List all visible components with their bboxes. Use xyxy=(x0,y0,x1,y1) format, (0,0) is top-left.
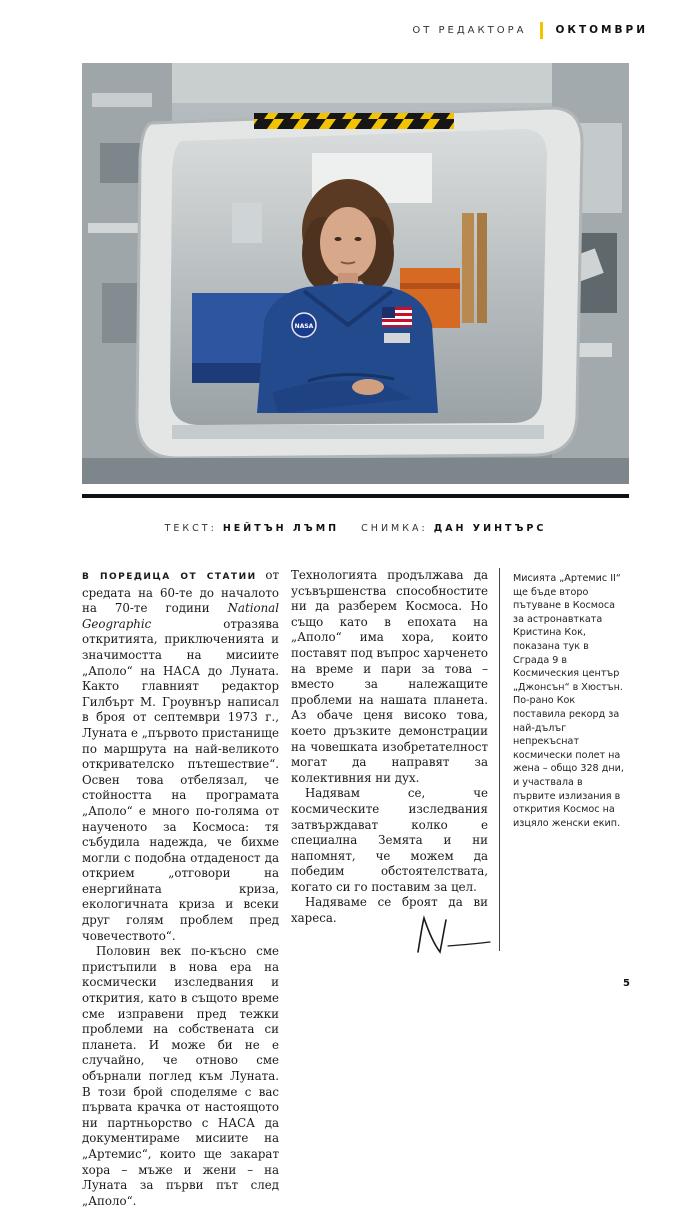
body-column-1 xyxy=(82,568,279,1209)
nasa-patch-text: NASA xyxy=(294,323,314,330)
us-flag-icon xyxy=(382,307,412,327)
caption-divider xyxy=(499,568,500,951)
issue-month: ОКТОМВРИ xyxy=(555,24,648,36)
photo-credit-name: ДАН УИНТЪРС xyxy=(433,523,547,534)
running-header xyxy=(412,20,648,40)
editor-signature xyxy=(412,912,492,960)
byline xyxy=(82,523,629,534)
header-divider xyxy=(540,22,543,39)
body-paragraph-2: Половин век по-късно сме пристъпили в нова ера на космически изследвания и открития, като в същото време сме изправени пред тежки проблеми на собствената си планета. И може би не е случайно, че отново сме обърнали поглед към Луната. В този брой споделяме с вас първата крачка от настоящото ни партньорство с НАСА да документираме мисиите на „Артемис“, които ще закарат хора – мъже и жени – на Луната за първи път след „Аполо“. xyxy=(82,944,279,1208)
body-paragraph-3: Технологията продължава да усъвършенства способностите ни да разберем Космоса. Но също като в епохата на „Аполо“ има хора, които поставят под въпрос харченето на време и пари за това – вместо за належащите проблеми на нашата планета. Аз обаче ценя високо това, което дръзките демонстрации на човешката изобретателност могат да направят за колективния ни дух. xyxy=(291,568,488,785)
page-number: 5 xyxy=(623,978,630,989)
section-name: ОТ РЕДАКТОРА xyxy=(412,24,527,36)
body-paragraph-5: Надяваме се броят да ви хареса. xyxy=(291,895,488,926)
photo-credit-label: СНИМКА: xyxy=(361,523,428,534)
magazine-name: National Geographic xyxy=(82,601,279,631)
text-credit-label: ТЕКСТ: xyxy=(164,523,217,534)
lead-in: В ПОРЕДИЦА ОТ СТАТИИ xyxy=(82,572,257,582)
text-credit-name: НЕЙТЪН ЛЪМП xyxy=(222,523,340,534)
body-paragraph-4: Надявам се, че космическите изследвания затвърждават колко е специална Земята и ни напомнят, че можем да победим обстоятелствата, когато си го поставим за цел. xyxy=(291,786,488,894)
photo-caption: Мисията „Артемис II“ ще бъде второ пътуване в Космоса за астронавтката Кристина Кок, показана тук в Сграда 9 в Космическия център „Джонсън“ в Хюстън. По-рано Кок поставила рекорд за най-дълъг непрекъснат космически полет на жена – общо 328 дни, и участвала в първите излизания в открития Космос на изцяло женски екип. xyxy=(513,573,624,829)
astronaut-in-capsule-illustration xyxy=(82,63,629,484)
body-column-2 xyxy=(291,568,488,927)
photo-bottom-rule xyxy=(82,494,629,498)
body-paragraph-1: В ПОРЕДИЦА ОТ СТАТИИ от средата на 60-те до началото на 70-те години National Geographic отразява откритията, приключенията и значимостта на мисиите „Аполо“ на НАСА до Луната. Както главният редактор Гилбърт М. Гроувнър написал в броя от септември 1973 г., Луната е „първото пристанище по маршрута на най-великото откривателско пътешествие“. Освен това отбелязал, че стойността на програмата „Аполо“ е много по-голяма от наученото за Космоса: тя събудила надежда, че бихме могли с подобна отдаденост да открием „отговори на енергийната криза, екологичната криза и всеки друг голям проблем пред човечеството“. xyxy=(82,568,279,943)
hero-photo xyxy=(82,63,629,484)
